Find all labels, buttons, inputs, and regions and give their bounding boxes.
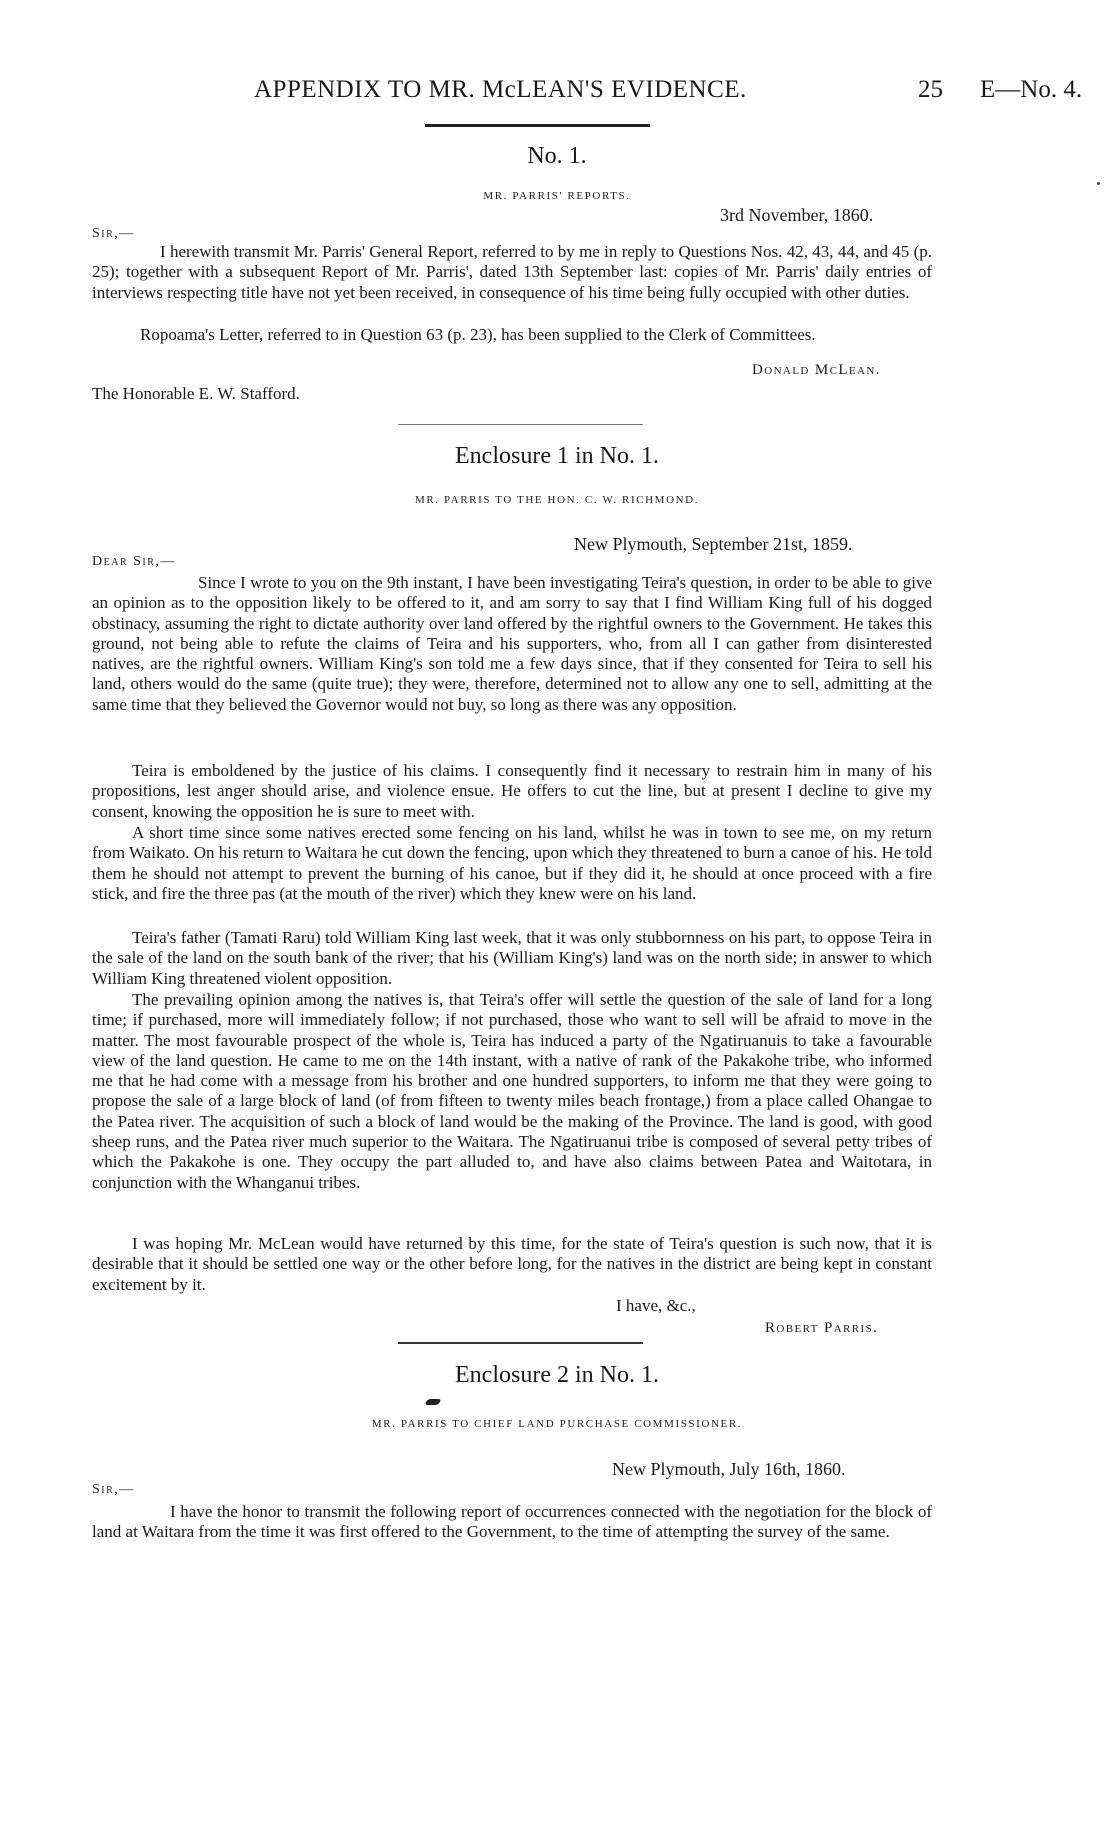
section-heading-no1: No. 1. [527, 143, 587, 169]
paragraph-no1-1: I herewith transmit Mr. Parris' General Report, referred to by me in reply to Questions Nos. 42, 43, 44, and 45 (p. 25); together with a subsequent Report of Mr. Parris', dated 13th September last: copies of Mr. Parris' daily entries of interviews respecting title have not yet been received, in consequence of his time being fully occupied with other duties. [92, 242, 932, 302]
paragraph-enclosure1-6: I was hoping Mr. McLean would have returned by this time, for the state of Teira's question is such now, that it is desirable that it should be settled one way or the other before long, for the natives in the district are being kept in constant excitement by it. [92, 1234, 932, 1294]
paragraph-enclosure2-1: I have the honor to transmit the following report of occurrences connected with the negotiation for the block of land at Waitara from the time it was first offered to the Government, to the time of attempting the survey of the same. [92, 1502, 932, 1542]
signature-no1: Donald McLean. [752, 362, 881, 378]
margin-speck [1097, 182, 1100, 185]
page-number: 25 [918, 76, 943, 103]
header-rule [425, 124, 650, 127]
document-reference: E—No. 4. [980, 76, 1083, 103]
paragraph-enclosure1-3: A short time since some natives erected some fencing on his land, whilst he was in town to see me, on my return from Waikato. On his return to Waitara he cut down the fencing, upon which they threatened to burn a canoe of his. He told them he should not attempt to prevent the burning of his canoe, but if they did it, he should at once proceed with a fire stick, and fire the three pas (at the mouth of the river) which they knew were on his land. [92, 823, 932, 903]
print-blot-mark [424, 1399, 441, 1405]
letter-date-enclosure2: New Plymouth, July 16th, 1860. [612, 1459, 846, 1479]
closing-enclosure1: I have, &c., [616, 1296, 696, 1315]
paragraph-enclosure1-4: Teira's father (Tamati Raru) told William King last week, that it was only stubbornness on his part, to oppose Teira in the sale of the land on the south bank of the river; that his (William King's) land was on the north side; in answer to which William King threatened violent opposition. [92, 928, 932, 988]
letter-date-enclosure1: New Plymouth, September 21st, 1859. [574, 534, 853, 554]
salutation-no1: Sir,— [92, 226, 135, 241]
section-heading-enclosure1: Enclosure 1 in No. 1. [455, 443, 659, 469]
salutation-enclosure2: Sir,— [92, 1482, 135, 1497]
page-header [0, 76, 1114, 108]
signature-enclosure1: Robert Parris. [765, 1320, 879, 1336]
paragraph-no1-2: Ropoama's Letter, referred to in Question 63 (p. 23), has been supplied to the Clerk of Committees. [140, 325, 816, 344]
salutation-enclosure1: Dear Sir,— [92, 554, 176, 569]
paragraph-enclosure1-2: Teira is emboldened by the justice of his claims. I consequently find it necessary to restrain him in many of his propositions, lest anger should arise, and violence ensue. He offers to cut the line, but at present I decline to give my consent, knowing the opposition he is sure to meet with. [92, 761, 932, 821]
paragraph-enclosure1-1: Since I wrote to you on the 9th instant, I have been investigating Teira's question, in order to be able to give an opinion as to the opposition likely to be offered to it, and am sorry to say that I find William King full of his dogged obstinacy, assuming the right to dictate authority over land offered by the rightful owners to the Government. He takes this ground, not being able to refute the claims of Teira and his supporters, who, from all I can gather from disinterested natives, are the rightful owners. William King's son told me a few days since, that if they consented for Teira to sell his land, others would do the same (quite true); they were, therefore, determined not to allow any one to sell, admitting at the same time that they believed the Governor would not buy, so long as there was any opposition. [92, 573, 932, 714]
header-title: APPENDIX TO MR. McLEAN'S EVIDENCE. [254, 76, 747, 103]
section-subheading-enclosure2: MR. PARRIS TO CHIEF LAND PURCHASE COMMISSIONER. [371, 1418, 743, 1430]
section-heading-enclosure2: Enclosure 2 in No. 1. [455, 1362, 659, 1388]
section-subheading-enclosure1: MR. PARRIS TO THE HON. C. W. RICHMOND. [414, 494, 700, 506]
section-subheading-no1: MR. PARRIS' REPORTS. [483, 190, 631, 202]
section-separator [398, 424, 643, 425]
letter-date-no1: 3rd November, 1860. [720, 205, 874, 225]
section-separator [398, 1342, 643, 1344]
paragraph-enclosure1-5: The prevailing opinion among the natives is, that Teira's offer will settle the question of the sale of land for a long time; if purchased, more will immediately follow; if not purchased, those who want to sell will be afraid to move in the matter. The most favourable prospect of the whole is, Teira has induced a party of the Ngatiruanuis to take a favourable view of the land question. He came to me on the 14th instant, with a native of rank of the Pakakohe tribe, who informed me that he had come with a message from his brother and one hundred supporters, to inform me that they were going to propose the sale of a large block of land (of from fifteen to twenty miles beach frontage,) from a place called Ohangae to the Patea river. The acquisition of such a block of land would be the making of the Province. The land is good, with good sheep runs, and the Patea river much superior to the Waitara. The Ngatiruanui tribe is composed of several petty tribes of which the Pakakohe is one. They occupy the part alluded to, and have also claims between Patea and Waitotara, in conjunction with the Whanganui tribes. [92, 990, 932, 1192]
addressee-no1: The Honorable E. W. Stafford. [92, 384, 300, 403]
